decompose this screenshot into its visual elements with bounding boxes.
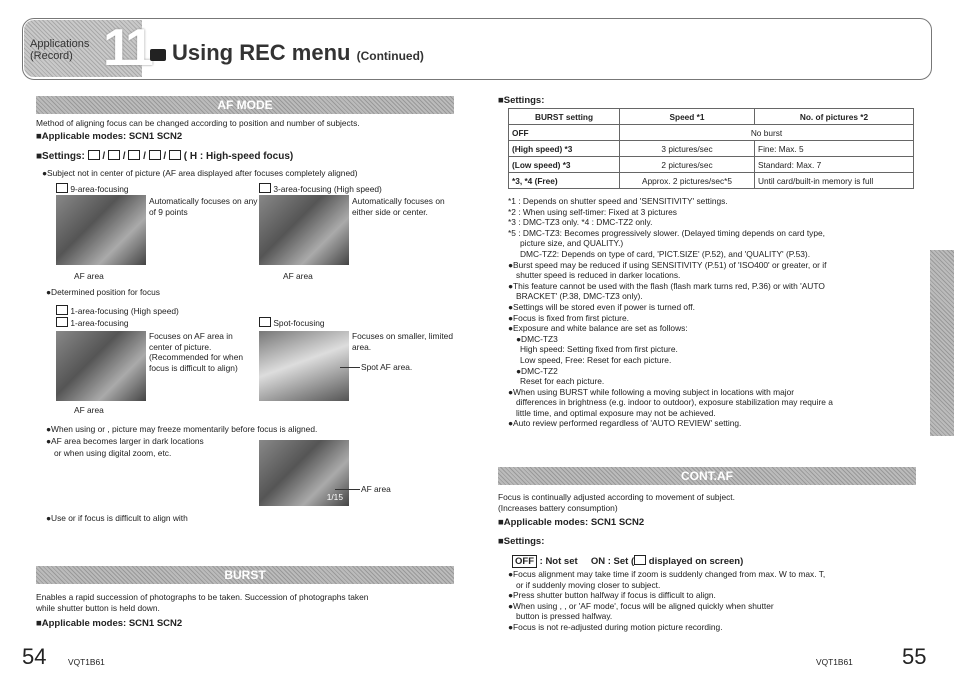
spot-leader-line [340, 367, 360, 368]
one-area-hs-text: 1-area-focusing (High speed) [70, 306, 179, 316]
table-header-row [509, 109, 914, 125]
larger-bullet-1: ●AF area becomes larger in dark locations [46, 436, 204, 446]
cont-af-applicable-modes [498, 518, 644, 529]
note-line: ●Burst speed may be reduced if using SENSITIVITY (P.51) of 'ISO400' or greater, or if [508, 259, 827, 270]
note-line: *1 : Depends on shutter speed and 'SENSITIVITY' settings. [508, 196, 728, 206]
setting-cell: OFF [509, 125, 620, 141]
cont-af-notes [508, 569, 922, 633]
af-mode-intro: Method of aligning focus can be changed according to position and number of subjects. [36, 118, 360, 128]
af-1area-icon [149, 150, 161, 160]
dark-location-photo [259, 440, 349, 506]
note-line: differences in brightness (e.g. indoor to outdoor), exposure stabilization may require a [516, 397, 833, 408]
note-line: ●Auto review performed regardless of 'AUTO REVIEW' setting. [508, 418, 742, 429]
note-line: ●This feature cannot be used with the flash (flash mark turns red, P.36) or with 'AUTO [508, 280, 825, 291]
burst-applicable-modes [36, 619, 182, 630]
on-set-text-2: displayed on screen) [648, 556, 744, 567]
burst-settings-table [508, 108, 914, 189]
pictures-cell: Fine: Max. 5 [755, 141, 914, 157]
note-line: shutter speed is reduced in darker locations. [516, 270, 681, 281]
left-doc-code: VQT1B61 [68, 657, 105, 667]
note-line: button is pressed halfway. [516, 611, 613, 622]
larger-bullet-2: or when using digital zoom, etc. [54, 448, 172, 458]
af-1area-icon [56, 317, 68, 327]
page-title [150, 40, 424, 66]
one-area-hs-label [56, 305, 179, 317]
speed-cell: 3 pictures/sec [620, 141, 755, 157]
af-area-caption: AF area [74, 271, 104, 281]
right-page-number: 55 [902, 644, 927, 669]
three-area-photo [259, 195, 349, 265]
af-mode-bar-label: AF MODE [217, 98, 273, 112]
burst-desc-1: Enables a rapid succession of photographs to be taken. Succession of photographs taken [36, 592, 369, 602]
frame-counter: 1/15 [326, 492, 343, 503]
cont-af-mode-icons: SCN1 SCN2 [590, 517, 645, 528]
subject-bullet: ●Subject not in center of picture (AF area displayed after focuses completely aligned) [42, 168, 358, 178]
one-area-photo [56, 331, 146, 401]
cont-af-settings-line [512, 555, 743, 568]
cont-af-bar-label: CONT.AF [681, 469, 733, 483]
mode-icons: SCN1 SCN2 [128, 131, 183, 142]
one-area-label [56, 317, 129, 329]
when-using-bullet: ●When using or , picture may freeze momentarily before focus is aligned. [46, 424, 318, 434]
note-line: or if suddenly moving closer to subject. [516, 579, 661, 590]
note-line: *5 : DMC-TZ3: Becomes progressively slower. (Delayed timing depends on card type, [508, 227, 825, 238]
setting-cell: (Low speed) *3 [509, 157, 620, 173]
cont-af-settings-heading: ■Settings: [498, 536, 545, 547]
af-3area-icon [108, 150, 120, 160]
chapter-number: 11 [103, 19, 150, 77]
af-9area-icon [56, 183, 68, 193]
three-area-text: 3-area-focusing (High speed) [273, 184, 382, 194]
pictures-cell: Standard: Max. 7 [755, 157, 914, 173]
side-thumb-tab [930, 250, 954, 436]
nine-area-desc: Automatically focuses on any of 9 points [149, 196, 258, 217]
burst-mode-icons: SCN1 SCN2 [128, 618, 183, 629]
note-line: High speed: Setting fixed from first picture. [520, 344, 678, 355]
col-pictures: No. of pictures *2 [755, 109, 914, 125]
af-spot-icon [169, 150, 181, 160]
pictures-cell: Until card/built-in memory is full [755, 173, 914, 189]
one-area-desc: Focuses on AF area in center of picture. (Recommended for when focus is difficult to align) [149, 331, 244, 373]
speed-cell: Approx. 2 pictures/sec*5 [620, 173, 755, 189]
three-area-desc: Automatically focuses on either side or center. [352, 196, 445, 217]
af-1area-hs-icon [128, 150, 140, 160]
table-row [509, 173, 914, 189]
three-area-label [259, 183, 382, 195]
table-row [509, 141, 914, 157]
burst-settings-heading: ■Settings: [498, 95, 545, 106]
spot-text: Spot-focusing [273, 318, 325, 328]
note-line: ●DMC-TZ2 [516, 365, 558, 376]
note-line: ●DMC-TZ3 [516, 333, 558, 344]
af-9area-icon [88, 150, 100, 160]
spot-label [259, 317, 325, 329]
table-row [509, 157, 914, 173]
note-line: ●When using BURST while following a moving subject in locations with major [508, 386, 795, 397]
on-set-text: ON : Set ( [590, 556, 635, 567]
note-line: ●Focus is fixed from first picture. [508, 312, 629, 323]
af-applicable-modes [36, 132, 182, 143]
note-line: DMC-TZ2: Depends on type of card, 'PICT.SIZE' (P.52), and 'QUALITY' (P.53). [520, 248, 811, 259]
title-text: Using REC menu [172, 40, 351, 65]
note-line: picture size, and QUALITY.) [520, 238, 624, 249]
af-area-caption-2: AF area [283, 271, 313, 281]
note-line: little time, and optimal exposure may not be achieved. [516, 407, 716, 418]
spot-desc: Focuses on smaller, limited area. [352, 331, 454, 352]
note-line: Low speed, Free: Reset for each picture. [520, 354, 672, 365]
col-speed: Speed *1 [620, 109, 755, 125]
note-line: ●Focus alignment may take time if zoom is suddenly changed from max. W to max. T, [508, 569, 826, 579]
title-suffix: (Continued) [356, 49, 424, 63]
camera-icon [150, 49, 166, 61]
nine-area-label [56, 183, 129, 195]
setting-cell: (High speed) *3 [509, 141, 620, 157]
af-mode-bar [36, 96, 454, 114]
one-area-text: 1-area-focusing [70, 318, 129, 328]
right-doc-code: VQT1B61 [816, 657, 853, 667]
spot-af-area-caption: Spot AF area. [361, 362, 413, 372]
cont-af-applicable-label: ■Applicable modes: [498, 517, 589, 528]
col-burst-setting: BURST setting [509, 109, 620, 125]
left-page-number: 54 [22, 644, 47, 669]
off-box: OFF [512, 555, 537, 568]
note-line: *2 : When using self-timer: Fixed at 3 pictures [508, 206, 677, 217]
high-speed-note: ( H : High-speed focus) [183, 151, 294, 162]
determined-bullet: ●Determined position for focus [46, 287, 160, 297]
dark-leader-line [335, 489, 360, 490]
af-area-caption-4: AF area [361, 484, 391, 494]
burst-bar-label: BURST [224, 568, 266, 582]
note-line: Reset for each picture. [520, 376, 605, 387]
burst-notes [508, 196, 918, 429]
note-line: ●Focus is not re-adjusted during motion picture recording. [508, 621, 723, 632]
spot-photo [259, 331, 349, 401]
af-spot-icon [259, 317, 271, 327]
cont-af-desc-2: (Increases battery consumption) [498, 503, 618, 513]
burst-applicable-label: ■Applicable modes: [36, 618, 127, 629]
af-applicable-label: ■Applicable modes: [36, 131, 127, 142]
section-tab-label: Applications (Record) [30, 38, 90, 62]
setting-cell: *3, *4 (Free) [509, 173, 620, 189]
af-1area-hs-icon [56, 305, 68, 315]
af-3area-icon [259, 183, 271, 193]
burst-bar [36, 566, 454, 584]
cont-af-bar [498, 467, 916, 485]
note-line: ●Exposure and white balance are set as follows: [508, 323, 688, 334]
note-line: ●Press shutter button halfway if focus is difficult to align. [508, 590, 716, 601]
table-row [509, 125, 914, 141]
speed-cell: No burst [620, 125, 914, 141]
af-area-caption-3: AF area [74, 405, 104, 415]
note-line: BRACKET' (P.38, DMC-TZ3 only). [516, 291, 643, 302]
speed-cell: 2 pictures/sec [620, 157, 755, 173]
use-bullet: ●Use or if focus is difficult to align with [46, 513, 188, 523]
cont-af-desc-1: Focus is continually adjusted according to movement of subject. [498, 492, 735, 502]
nine-area-photo [56, 195, 146, 265]
note-line: *3 : DMC-TZ3 only. *4 : DMC-TZ2 only. [508, 217, 653, 228]
af-settings-label: ■Settings: [36, 151, 85, 162]
burst-desc-2: while shutter button is held down. [36, 603, 160, 613]
af-settings-line: ■Settings: / / / / ( H : High-speed focus) [36, 151, 294, 162]
note-line: ●When using , , or 'AF mode', focus will be aligned quickly when shutter [508, 600, 774, 611]
note-line: ●Settings will be stored even if power is turned off. [508, 301, 695, 312]
nine-area-text: 9-area-focusing [70, 184, 129, 194]
cont-af-icon [634, 555, 646, 565]
not-set-text: : Not set [539, 556, 578, 567]
